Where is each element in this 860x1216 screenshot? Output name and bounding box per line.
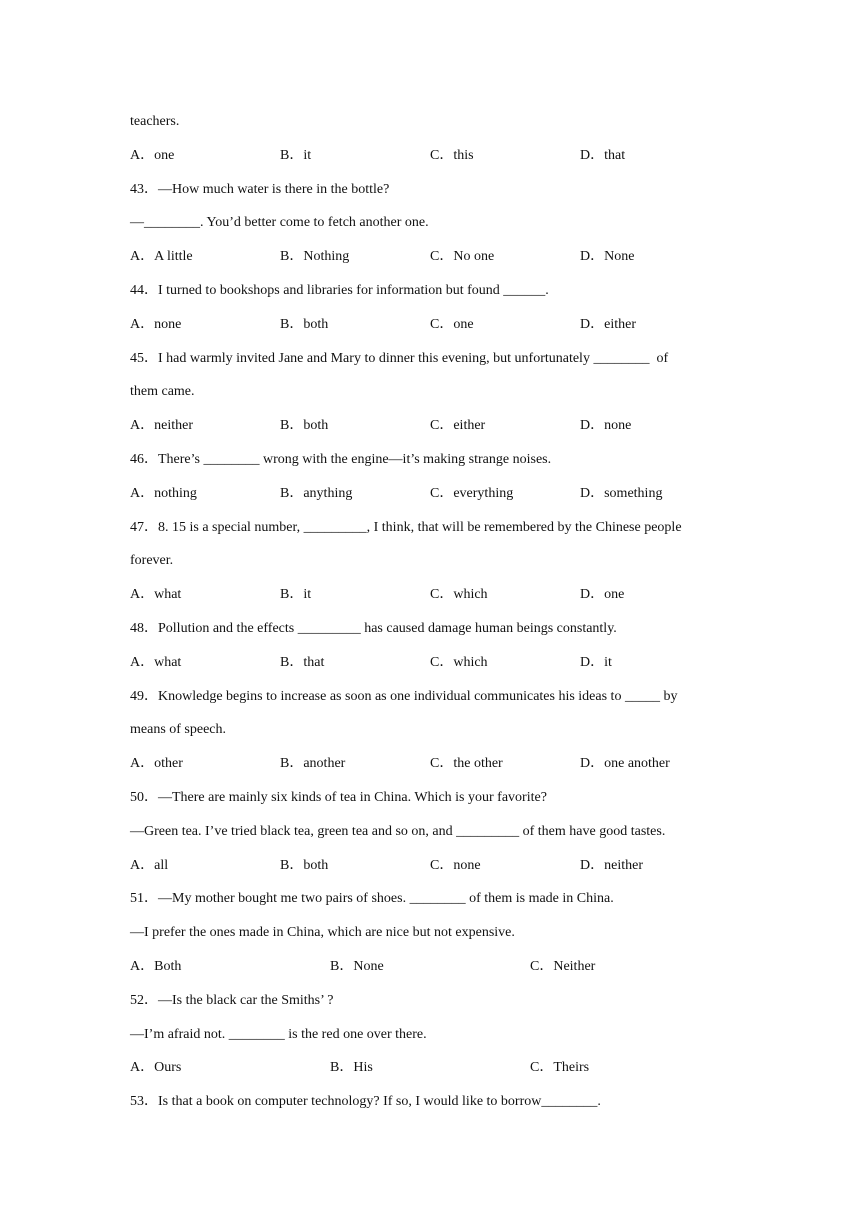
question-text-line: 48．Pollution and the effects _________ has caused damage human beings constantly.: [130, 620, 617, 636]
answer-option: D．none: [580, 418, 632, 434]
answer-option: B．both: [280, 418, 329, 434]
answer-option: C．the other: [430, 756, 503, 772]
answer-option: D．either: [580, 316, 636, 332]
question-text-line: 49．Knowledge begins to increase as soon as one individual communicates his ideas to _____ by: [130, 688, 678, 704]
answer-options-row: [130, 957, 740, 991]
answer-option: B．His: [330, 1060, 373, 1076]
question-text-line: —I prefer the ones made in China, which are nice but not expensive.: [130, 925, 515, 941]
question-text-line: 44．I turned to bookshops and libraries for information but found ______.: [130, 282, 549, 298]
answer-option: D．neither: [580, 857, 643, 873]
question-text-line: —________. You’d better come to fetch another one.: [130, 215, 429, 231]
answer-options-row: [130, 653, 740, 687]
answer-option: D．that: [580, 147, 626, 163]
answer-option: D．one another: [580, 756, 670, 772]
answer-options-row: [130, 856, 740, 890]
answer-option: D．None: [580, 249, 635, 265]
answer-options-row: [130, 146, 740, 180]
question-text-line: —I’m afraid not. ________ is the red one over there.: [130, 1026, 427, 1042]
answer-option: B．both: [280, 316, 329, 332]
answer-option: A．all: [130, 857, 169, 873]
answer-options-row: [130, 585, 740, 619]
question-text-line: 45．I had warmly invited Jane and Mary to dinner this evening, but unfortunately ________ of: [130, 350, 669, 366]
answer-option: A．what: [130, 587, 182, 603]
answer-option: A．Both: [130, 958, 182, 974]
answer-option: A．neither: [130, 418, 193, 434]
answer-option: B．None: [330, 958, 384, 974]
question-text-line: 51．—My mother bought me two pairs of shoes. ________ of them is made in China.: [130, 891, 614, 907]
answer-option: C．No one: [430, 249, 495, 265]
question-text-line: teachers.: [130, 114, 180, 129]
answer-option: B．anything: [280, 485, 353, 501]
answer-option: C．either: [430, 418, 486, 434]
question-text-line: 46．There’s ________ wrong with the engine—it’s making strange noises.: [130, 451, 552, 467]
answer-option: A．A little: [130, 249, 193, 265]
answer-option: A．other: [130, 756, 183, 772]
question-text-line: 50．—There are mainly six kinds of tea in China. Which is your favorite?: [130, 789, 547, 805]
question-text-line: —Green tea. I’ve tried black tea, green tea and so on, and _________ of them have good tastes.: [130, 823, 666, 839]
answer-option: C．none: [430, 857, 481, 873]
answer-option: B．that: [280, 654, 325, 670]
answer-option: A．none: [130, 316, 182, 332]
answer-options-row: [130, 1058, 740, 1092]
answer-option: D．it: [580, 654, 612, 670]
answer-option: C．everything: [430, 485, 514, 501]
answer-options-row: [130, 754, 740, 788]
answer-option: C．Neither: [530, 958, 596, 974]
question-text-line: means of speech.: [130, 722, 227, 738]
answer-option: C．one: [430, 316, 474, 332]
answer-option: A．what: [130, 654, 182, 670]
answer-options-row: [130, 416, 740, 450]
answer-option: D．something: [580, 485, 663, 501]
answer-option: D．one: [580, 587, 625, 603]
answer-option: B．it: [280, 147, 312, 163]
answer-option: A．Ours: [130, 1060, 182, 1076]
answer-option: B．another: [280, 756, 346, 772]
answer-option: B．both: [280, 857, 329, 873]
question-text-line: 47．8. 15 is a special number, _________, I think, that will be remembered by the Chinese people: [130, 519, 682, 535]
question-text-line: forever.: [130, 553, 174, 569]
answer-option: C．Theirs: [530, 1060, 590, 1076]
answer-option: A．nothing: [130, 485, 197, 501]
answer-option: A．one: [130, 147, 175, 163]
answer-option: C．which: [430, 587, 488, 603]
question-text-line: them came.: [130, 384, 195, 400]
answer-option: B．Nothing: [280, 249, 350, 265]
document-page: [130, 112, 740, 1126]
answer-option: B．it: [280, 587, 312, 603]
answer-option: C．which: [430, 654, 488, 670]
question-text-line: 52．—Is the black car the Smiths’ ?: [130, 992, 334, 1008]
answer-options-row: [130, 484, 740, 518]
question-text-line: 43．—How much water is there in the bottle?: [130, 181, 390, 197]
answer-options-row: [130, 315, 740, 349]
answer-options-row: [130, 247, 740, 281]
answer-option: C．this: [430, 147, 474, 163]
question-text-line: 53．Is that a book on computer technology? If so, I would like to borrow________.: [130, 1094, 601, 1110]
